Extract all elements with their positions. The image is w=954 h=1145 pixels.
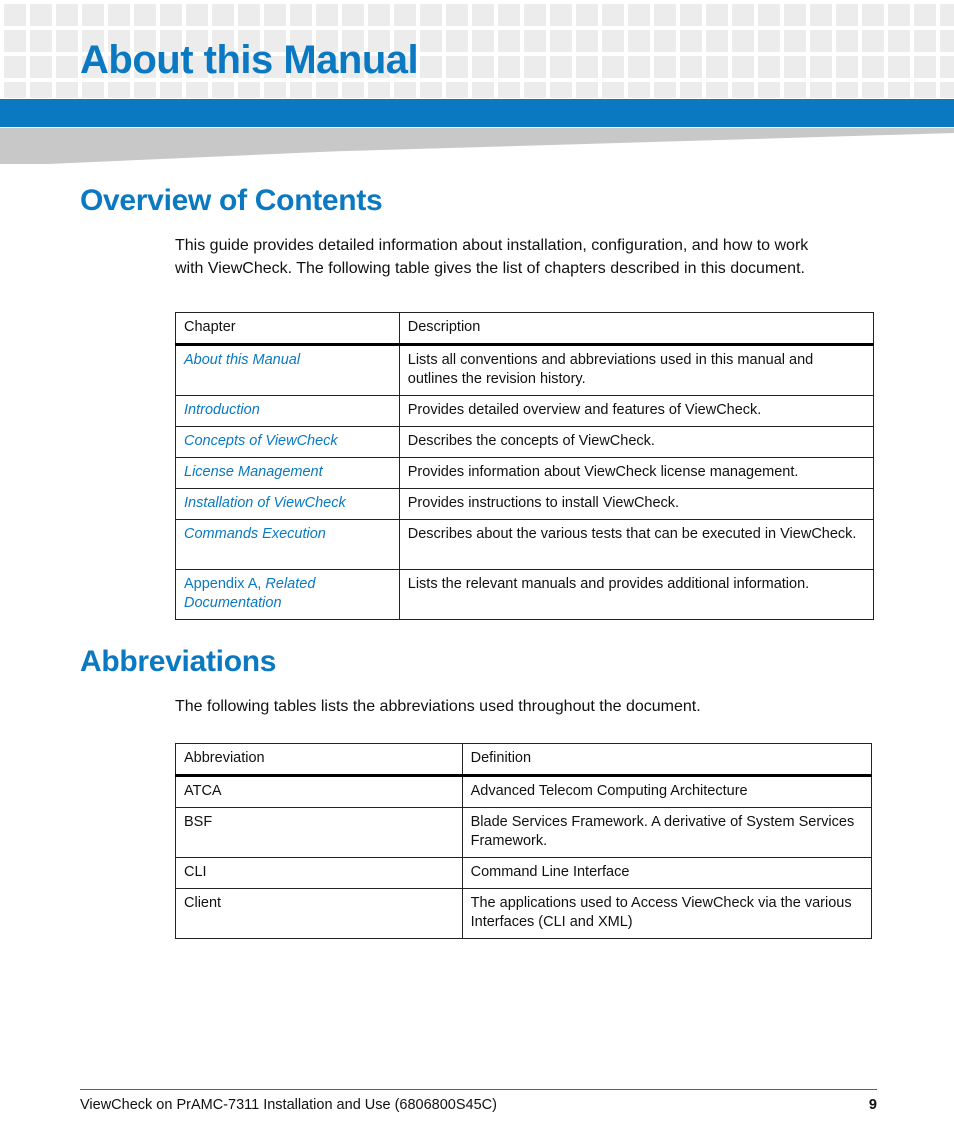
header-blue-band <box>0 99 954 127</box>
chapter-link-license[interactable]: License Management <box>184 464 323 480</box>
chapter-link-related-documentation[interactable]: Related Documentation <box>184 576 316 611</box>
footer-rule <box>80 1089 877 1090</box>
appendix-prefix[interactable]: Appendix A, <box>184 576 266 592</box>
table-row <box>176 808 872 858</box>
chapter-description: Describes the concepts of ViewCheck. <box>399 427 873 458</box>
chapter-link-introduction[interactable]: Introduction <box>184 402 260 418</box>
chapters-table <box>175 312 874 620</box>
chapter-description: Lists the relevant manuals and provides additional information. <box>399 570 873 620</box>
abbreviations-table <box>175 743 872 939</box>
overview-intro-line2: with ViewCheck. The following table gives the list of chapters described in this document. <box>175 260 805 277</box>
abbreviations-heading: Abbreviations <box>80 645 277 678</box>
chapter-description: Provides instructions to install ViewCheck. <box>399 489 873 520</box>
table-row <box>176 570 874 620</box>
chapter-link-commands[interactable]: Commands Execution <box>184 526 326 542</box>
chapter-description: Provides information about ViewCheck license management. <box>399 458 873 489</box>
footer-page-number: 9 <box>868 1097 877 1113</box>
definition-cell: Blade Services Framework. A derivative of System Services Framework. <box>462 808 871 858</box>
table-row <box>176 345 874 396</box>
table-row <box>176 396 874 427</box>
column-header-abbreviation: Abbreviation <box>176 744 463 776</box>
table-row <box>176 520 874 570</box>
abbreviation-cell: CLI <box>176 858 463 889</box>
definition-cell: The applications used to Access ViewCheck via the various Interfaces (CLI and XML) <box>462 889 871 939</box>
column-header-chapter: Chapter <box>176 313 400 345</box>
table-row <box>176 889 872 939</box>
column-header-definition: Definition <box>462 744 871 776</box>
header-gray-swoosh <box>0 128 954 164</box>
table-row <box>176 858 872 889</box>
chapter-link-concepts[interactable]: Concepts of ViewCheck <box>184 433 338 449</box>
abbreviation-cell: Client <box>176 889 463 939</box>
chapter-description: Describes about the various tests that can be executed in ViewCheck. <box>399 520 873 570</box>
table-row <box>176 489 874 520</box>
table-header-row <box>176 744 872 776</box>
abbreviations-intro: The following tables lists the abbreviations used throughout the document. <box>175 698 701 715</box>
overview-intro <box>175 234 875 280</box>
table-row <box>176 458 874 489</box>
definition-cell: Command Line Interface <box>462 858 871 889</box>
abbreviation-cell: BSF <box>176 808 463 858</box>
overview-heading: Overview of Contents <box>80 184 383 217</box>
table-row <box>176 776 872 808</box>
table-header-row <box>176 313 874 345</box>
column-header-description: Description <box>399 313 873 345</box>
overview-intro-line1: This guide provides detailed information about installation, configuration, and how to work <box>175 237 809 254</box>
chapter-link-about[interactable]: About this Manual <box>184 352 301 368</box>
page-title: About this Manual <box>80 38 419 82</box>
chapter-description: Provides detailed overview and features of ViewCheck. <box>399 396 873 427</box>
definition-cell: Advanced Telecom Computing Architecture <box>462 776 871 808</box>
chapter-description: Lists all conventions and abbreviations used in this manual and outlines the revision history. <box>399 345 873 396</box>
table-row <box>176 427 874 458</box>
footer-document-title: ViewCheck on PrAMC-7311 Installation and Use (6806800S45C) <box>80 1097 497 1113</box>
abbreviation-cell: ATCA <box>176 776 463 808</box>
chapter-link-installation[interactable]: Installation of ViewCheck <box>184 495 346 511</box>
